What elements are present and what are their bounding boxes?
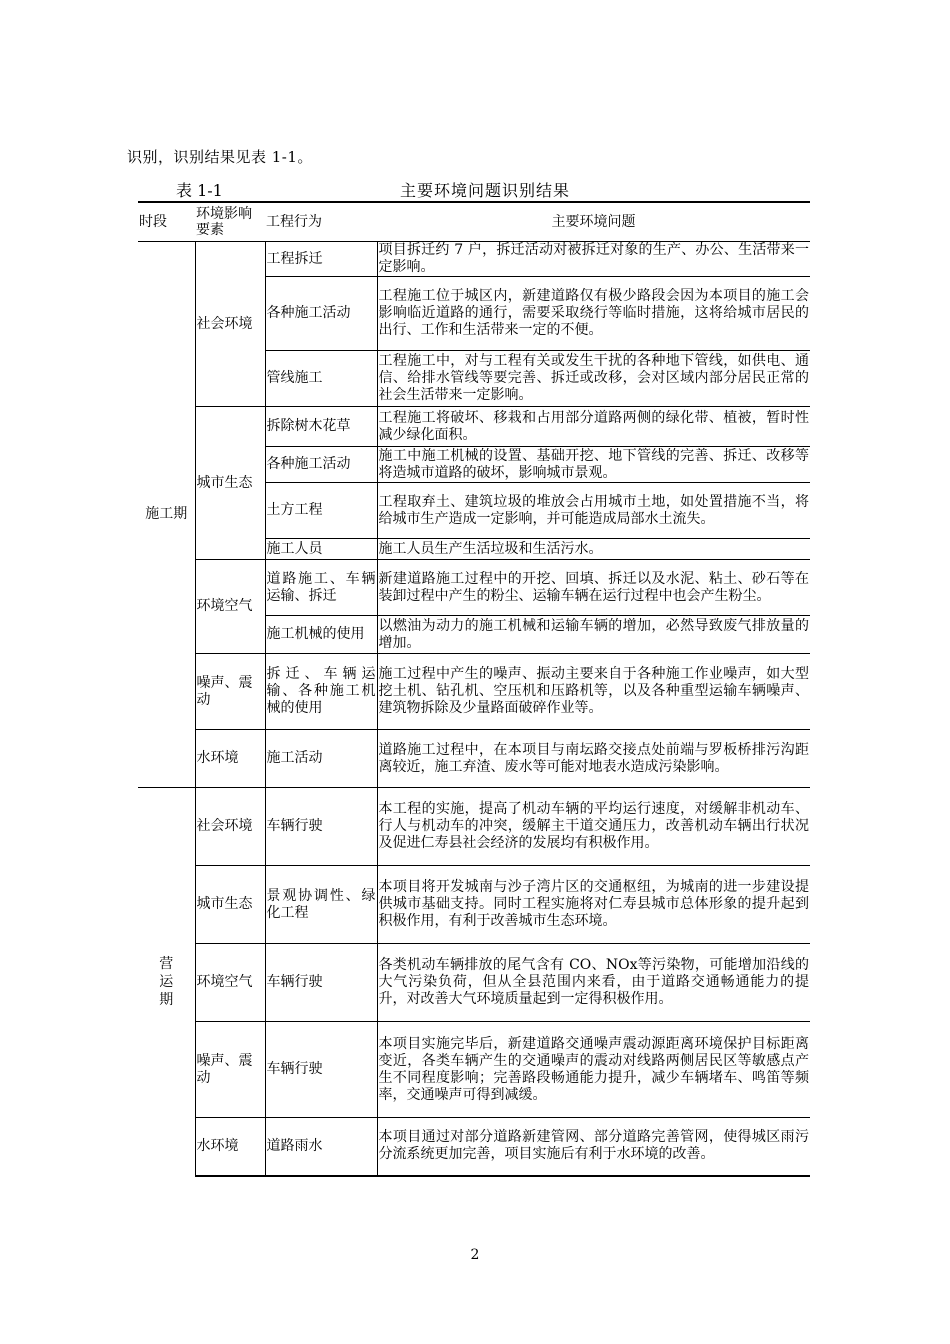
action-cell: 景观协调性、绿化工程 <box>265 866 377 944</box>
action-cell: 道路施工、车辆运输、拆迁 <box>265 560 377 616</box>
issue-cell: 项目拆迁约 7 户，拆迁活动对被拆迁对象的生产、办公、生活带来一定影响。 <box>378 242 809 275</box>
table-title: 主要环境问题识别结果 <box>400 181 571 200</box>
action-cell: 车辆行驶 <box>265 944 377 1022</box>
table-row <box>138 788 810 866</box>
issue-cell: 工程取弃土、建筑垃圾的堆放会占用城市土地，如处置措施不当，将给城市生产造成一定影响，并可能造成局部水土流失。 <box>377 483 810 539</box>
issue-cell: 施工人员生产生活垃圾和生活污水。 <box>377 539 810 560</box>
table-row <box>138 1118 810 1176</box>
action-cell: 工程拆迁 <box>265 242 377 277</box>
intro-text: 识别，识别结果见表 1-1。 <box>127 148 313 166</box>
table-row <box>138 730 810 788</box>
action-cell: 道路雨水 <box>265 1118 377 1176</box>
table-header-row <box>138 202 810 242</box>
table-row <box>138 407 810 447</box>
issue-cell: 施工中施工机械的设置、基础开挖、地下管线的完善、拆迁、改移等将造城市道路的破坏，影响城市景观。 <box>378 447 809 481</box>
action-cell: 施工机械的使用 <box>265 616 377 654</box>
element-cell: 噪声、震动 <box>195 1022 265 1118</box>
action-cell: 车辆行驶 <box>265 1022 377 1118</box>
action-cell: 各种施工活动 <box>265 277 377 351</box>
element-cell: 水环境 <box>195 1118 265 1176</box>
action-cell: 拆迁、车辆运输、各种施工机械的使用 <box>265 654 377 730</box>
table-row <box>138 866 810 944</box>
table-row <box>138 654 810 730</box>
element-cell: 环境空气 <box>195 944 265 1022</box>
issue-cell: 以燃油为动力的施工机械和运输车辆的增加，必然导致废气排放量的增加。 <box>377 616 810 654</box>
action-cell: 拆除树木花草 <box>265 407 377 447</box>
table-row <box>138 1022 810 1118</box>
environment-issues-table <box>138 201 810 1177</box>
issue-cell: 工程施工位于城区内，新建道路仅有极少路段会因为本项目的施工会影响临近道路的通行，需要采取绕行等临时措施，这将给城市居民的出行、工作和生活带来一定的不便。 <box>377 277 810 351</box>
action-cell: 土方工程 <box>265 483 377 539</box>
element-cell: 城市生态 <box>195 407 265 560</box>
element-cell: 水环境 <box>195 730 265 788</box>
element-cell: 城市生态 <box>195 866 265 944</box>
issue-cell: 新建道路施工过程中的开挖、回填、拆迁以及水泥、粘土、砂石等在装卸过程中产生的粉尘、运输车辆在运行过程中也会产生粉尘。 <box>377 560 810 616</box>
action-cell: 施工活动 <box>265 730 377 788</box>
issue-cell: 本项目将开发城南与沙子湾片区的交通枢纽，为城南的进一步建设提供城市基础支持。同时工程实施将对仁寿县城市总体形象的提升起到积极作用，有利于改善城市生态环境。 <box>377 866 810 944</box>
header-period: 时段 <box>138 202 195 242</box>
issue-cell: 工程施工中，对与工程有关或发生干扰的各种地下管线，如供电、通信、给排水管线等要完善、拆迁或改移，会对区域内部分居民正常的社会生活带来一定影响。 <box>377 351 810 407</box>
element-cell: 环境空气 <box>195 560 265 654</box>
action-cell: 各种施工活动 <box>265 447 377 483</box>
element-cell: 社会环境 <box>195 242 265 407</box>
action-cell: 车辆行驶 <box>265 788 377 866</box>
table-row <box>138 560 810 616</box>
table-number: 表 1-1 <box>176 181 223 200</box>
table-row <box>138 242 810 277</box>
table-row <box>138 944 810 1022</box>
table-caption <box>138 178 810 200</box>
period-operation-label: 营运期 <box>159 955 174 1008</box>
issue-cell: 各类机动车辆排放的尾气含有 CO、NOx等污染物，可能增加沿线的大气污染负荷，但从全县范围内来看，由于道路交通畅通能力的提升，对改善大气环境质量起到一定得积极作用。 <box>377 944 810 1022</box>
issue-cell: 本工程的实施，提高了机动车辆的平均运行速度，对缓解非机动车、行人与机动车的冲突，缓解主干道交通压力，改善机动车辆出行状况及促进仁寿县社会经济的发展均有积极作用。 <box>377 788 810 866</box>
element-cell: 社会环境 <box>195 788 265 866</box>
issue-cell: 本项目实施完毕后，新建道路交通噪声震动源距离环境保护目标距离变近，各类车辆产生的交通噪声的震动对线路两侧居民区等敏感点产生不同程度影响；完善路段畅通能力提升，减少车辆堵车、鸣笛等频率，交通噪声可得到减缓。 <box>377 1022 810 1118</box>
element-cell: 噪声、震动 <box>195 654 265 730</box>
header-element: 环境影响要素 <box>195 202 265 242</box>
page-number: 2 <box>470 1247 480 1263</box>
action-cell: 施工人员 <box>265 539 377 560</box>
issue-cell: 本项目通过对部分道路新建管网、部分道路完善管网，使得城区雨污分流系统更加完善，项目实施后有利于水环境的改善。 <box>377 1118 810 1176</box>
issue-cell: 施工过程中产生的噪声、振动主要来自于各种施工作业噪声，如大型挖土机、钻孔机、空压机和压路机等，以及各种重型运输车辆噪声、建筑物拆除及少量路面破碎作业等。 <box>377 654 810 730</box>
period-operation <box>138 788 195 1176</box>
issue-cell: 工程施工将破坏、移栽和占用部分道路两侧的绿化带、植被，暂时性减少绿化面积。 <box>377 407 810 447</box>
period-construction: 施工期 <box>145 506 188 522</box>
header-action: 工程行为 <box>265 202 377 242</box>
header-issue: 主要环境问题 <box>377 202 810 242</box>
issue-cell: 道路施工过程中，在本项目与南坛路交接点处前端与罗板桥排污沟距离较近，施工弃渣、废水等可能对地表水造成污染影响。 <box>377 730 810 788</box>
action-cell: 管线施工 <box>265 351 377 407</box>
